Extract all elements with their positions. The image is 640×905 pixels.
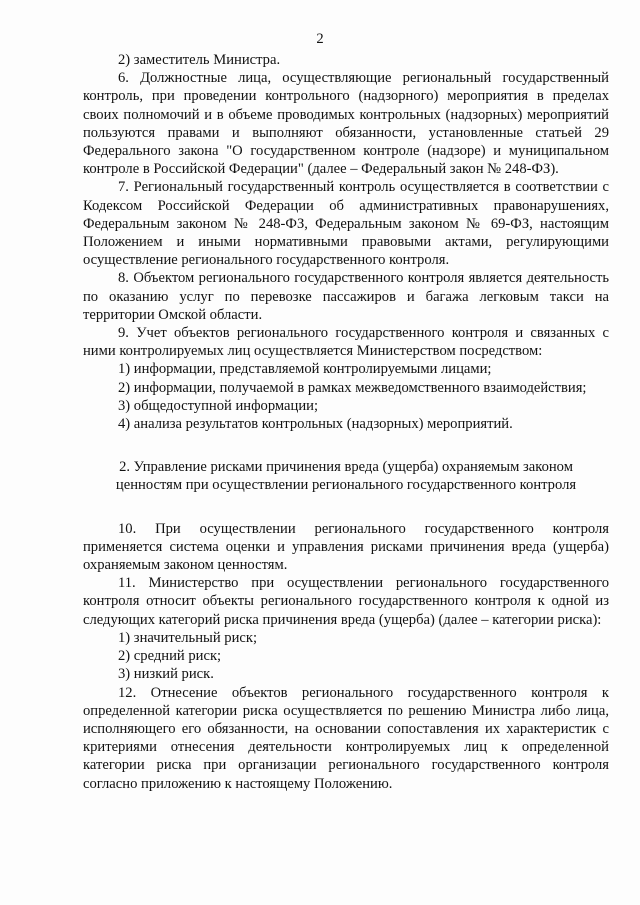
paragraph: 6. Должностные лица, осуществляющие региональный государственный контроль, при проведении контрольного (надзорного) мероприятия в пределах своих полномочий и в объеме проводимых контрольных (надзорных) мероприятий пользуются правами и выполняют обязанности, установленные статьей 29 Федерального закона "О государственном контроле (надзоре) и муниципальном контроле в Российской Федерации" (далее – Федеральный закон № 248-ФЗ). [83,70,609,178]
paragraph: 12. Отнесение объектов регионального государственного контроля к определенной категории риска осуществляется по решению Министра либо лица, исполняющего его обязанности, на основании сопоставления их характеристик с критериями отнесения деятельности контролируемых лиц к определенной категории риска при организации регионального государственного контроля согласно приложению к настоящему Положению. [83,684,609,792]
paragraph: 7. Региональный государственный контроль осуществляется в соответствии с Кодексом Российской Федерации об административных правонарушениях, Федеральным законом № 248-ФЗ, Федеральным законом № 69-ФЗ, настоящим Положением и иными нормативными правовыми актами, регулирующими осуществление регионального государственного контроля. [83,179,609,269]
page-number: 2 [316,31,324,47]
section-heading: 2. Управление рисками причинения вреда (ущерба) охраняемым законом ценностям при осуществлении регионального государственного контроля [115,459,577,494]
list-item: 2) информации, получаемой в рамках межведомственного взаимодействия; [118,379,587,396]
document-body [83,51,609,793]
paragraph: 9. Учет объектов регионального государственного контроля и связанных с ними контролируемых лиц осуществляется Министерством посредством: [83,325,609,360]
paragraph: 10. При осуществлении регионального государственного контроля применяется система оценки и управления рисками причинения вреда (ущерба) охраняемым законом ценностям. [83,520,609,574]
list-item: 2) средний риск; [118,648,222,665]
list-item: 3) общедоступной информации; [118,397,319,414]
paragraph: 2) заместитель Министра. [118,52,281,68]
paragraph: 8. Объектом регионального государственного контроля является деятельность по оказанию услуг по перевозке пассажиров и багажа легковым такси на территории Омской области. [83,270,609,323]
list-item: 1) информации, представляемой контролируемыми лицами; [118,361,492,378]
list-item: 3) низкий риск. [118,666,214,683]
list-item: 4) анализа результатов контрольных (надзорных) мероприятий. [118,416,513,433]
list-item: 1) значительный риск; [118,629,258,646]
paragraph: 11. Министерство при осуществлении регионального государственного контроля относит объекты регионального государственного контроля к одной из следующих категорий риска причинения вреда (ущерба) (далее – категории риска): [83,575,609,628]
